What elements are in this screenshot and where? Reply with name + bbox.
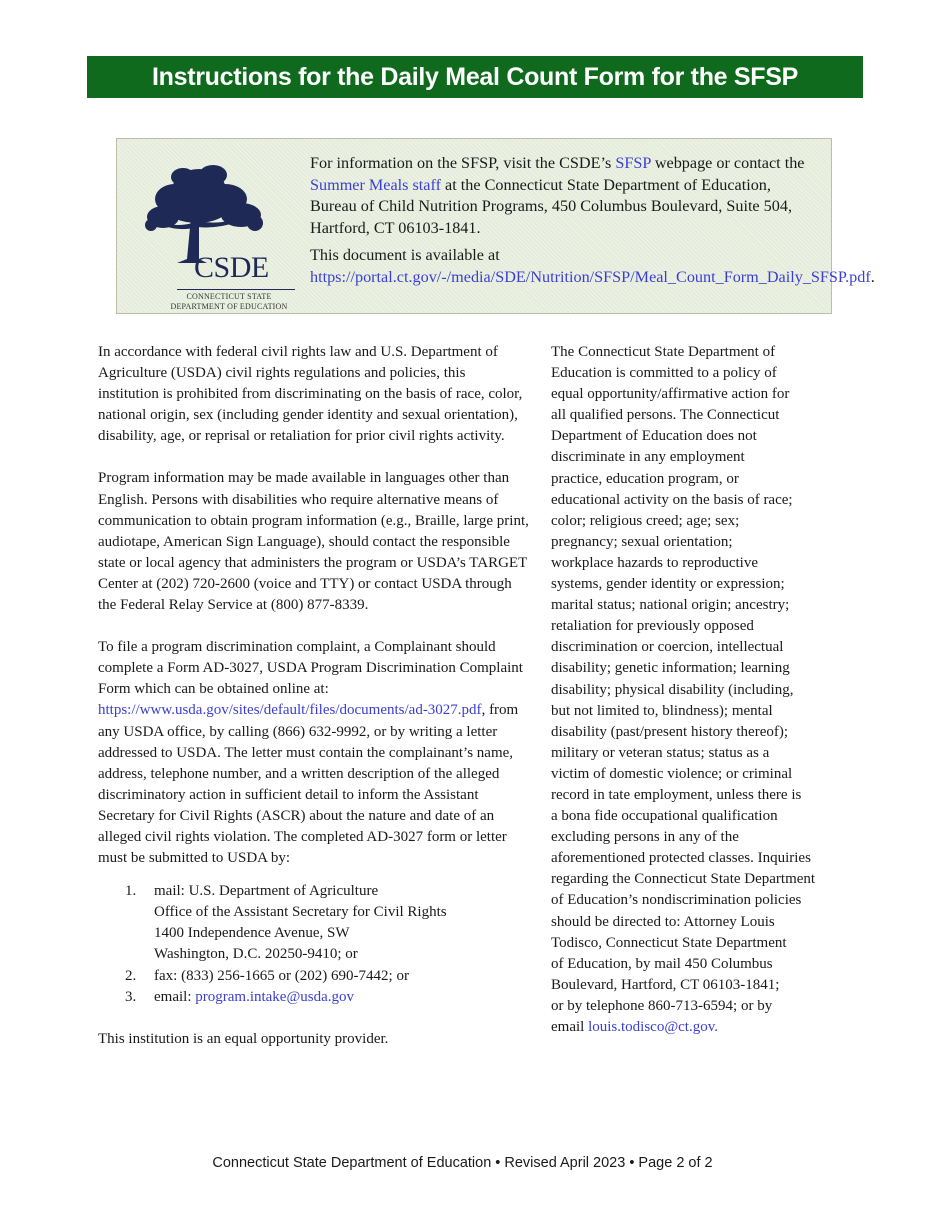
statement-line: discrimination or coercion, intellectual (551, 639, 784, 656)
list-item-mail (98, 881, 530, 965)
statement-line: Todisco, Connecticut State Department (551, 934, 787, 951)
email-period: . (714, 1019, 718, 1035)
statement-line: color; religious creed; age; sex; (551, 512, 740, 529)
civil-rights-paragraph: In accordance with federal civil rights law and U.S. Department of Agriculture (USDA) civil rights regulations and policies, this institution is prohibited from discriminating on the basis of race, color, national origin, sex (including gender identity and sexual orientation), disability, age, or reprisal or retaliation for prior civil rights activity. (98, 344, 523, 445)
statement-line: pregnancy; sexual orientation; (551, 533, 733, 550)
statement-line: practice, education program, or (551, 470, 739, 487)
info-text-segment: webpage or contact the (650, 154, 805, 172)
info-text (310, 153, 875, 294)
usda-email-link[interactable]: program.intake@usda.gov (195, 988, 355, 1005)
left-column (98, 342, 530, 1071)
summer-meals-staff-link[interactable]: Summer Meals staff (310, 175, 441, 194)
mail-line: 1400 Independence Avenue, SW (154, 925, 350, 942)
ad-3027-form-link[interactable]: https://www.usda.gov/sites/default/files/documents/ad-3027.pdf (98, 702, 482, 719)
statement-line: retaliation for previously opposed (551, 618, 754, 635)
complaint-text-segment: To file a program discrimination complaint, a Complainant should complete a Form AD-3027, USDA Program Discrimination Complaint Form which can be obtained online at: (98, 639, 523, 698)
list-number: 3. (125, 988, 137, 1005)
statement-line: but not limited to, blindness); mental (551, 702, 773, 719)
equal-opportunity-statement: This institution is an equal opportunity provider. (98, 1030, 389, 1047)
list-number: 1. (125, 883, 137, 900)
statement-line: of Education, by mail 450 Columbus (551, 955, 773, 972)
complaint-text-segment: , from any USDA office, by calling (866) 632-9992, or by writing a letter addressed to USDA. The letter must contain the complainant’s name, address, telephone number, and a written description of the alleged discriminatory action in sufficient detail to inform the Assistant Secretary for Civil Rights (ASCR) about the nature and date of an alleged civil rights violation. The completed AD-3027 form or letter must be submitted to USDA by: (98, 702, 519, 867)
statement-line: disability; genetic information; learning (551, 660, 790, 677)
statement-line: systems, gender identity or expression; (551, 576, 785, 593)
statement-line: a bona fide occupational qualification (551, 808, 778, 825)
csde-nondiscrimination-statement (551, 342, 841, 1038)
email-label: email (551, 1019, 589, 1035)
mail-line: Office of the Assistant Secretary for Civil Rights (154, 904, 447, 921)
statement-line: equal opportunity/affirmative action for (551, 386, 790, 403)
complaint-paragraph (98, 637, 530, 869)
logo-subtitle-line2: DEPARTMENT OF EDUCATION (170, 302, 288, 311)
statement-line: victim of domestic violence; or criminal (551, 765, 793, 782)
csde-logo (137, 159, 297, 311)
statement-line: Department of Education does not (551, 428, 757, 445)
sfsp-link[interactable]: SFSP (615, 154, 651, 172)
statement-line: Boulevard, Hartford, CT 06103-1841; (551, 976, 780, 993)
statement-line: record in tate employment, unless there is (551, 786, 802, 803)
info-paragraph-availability (310, 245, 875, 288)
document-url-link[interactable] (310, 268, 871, 286)
document-url-part1[interactable]: https://portal.ct.gov/-/media/SDE/ (310, 267, 531, 286)
submission-methods-list (98, 881, 530, 1008)
statement-line: marital status; national origin; ancestry; (551, 597, 790, 614)
list-item-fax (98, 966, 530, 987)
statement-line: of Education’s nondiscrimination policies (551, 892, 802, 909)
statement-line: The Connecticut State Department of (551, 344, 776, 360)
page-footer: Connecticut State Department of Education • Revised April 2023 • Page 2 of 2 (212, 1155, 713, 1171)
right-column (551, 342, 841, 1038)
list-item-email (98, 987, 530, 1008)
statement-line-last (551, 1017, 841, 1038)
statement-line: all qualified persons. The Connecticut (551, 407, 780, 424)
info-box (116, 138, 875, 314)
email-label: email: (154, 988, 196, 1005)
statement-line: workplace hazards to reproductive (551, 554, 758, 571)
statement-line: Education is committed to a policy of (551, 365, 777, 382)
logo-divider (177, 289, 295, 290)
info-text-segment: at the Connecticut State Department of Education, Bureau of Child Nutrition Programs, 450 Columbus Boulevard, Suite 504, Hartford, CT 06103-1841. (310, 175, 792, 237)
statement-line: should be directed to: Attorney Louis (551, 913, 775, 930)
fax-text: fax: (833) 256-1665 or (202) 690-7442; or (154, 967, 409, 984)
list-number: 2. (125, 967, 137, 984)
page-title: Instructions for the Daily Meal Count Form for the SFSP (87, 56, 863, 98)
ct-email-link[interactable]: louis.todisco@ct.gov (588, 1019, 715, 1035)
statement-line: regarding the Connecticut State Department (551, 871, 816, 888)
mail-line: mail: U.S. Department of Agriculture (154, 883, 379, 900)
info-text-segment: This document is available at (310, 246, 500, 264)
info-text-segment: . (870, 267, 875, 286)
statement-line: disability (past/present history thereof); (551, 723, 789, 740)
program-info-paragraph: Program information may be made available in languages other than English. Persons with disabilities who require alternative means of communication to obtain program information (e.g., Braille, large print, audiotape, American Sign Language), should contact the responsible state or local agency that administers the program or USDA’s TARGET Center at (202) 720-2600 (voice and TTY) or contact USDA through the Federal Relay Service at (800) 877-8339. (98, 470, 529, 614)
mail-line: Washington, D.C. 20250-9410; or (154, 946, 358, 963)
statement-line: or by telephone 860-713-6594; or by (551, 997, 773, 1014)
document-url-part2[interactable]: Nutrition/SFSP/Meal_Count_Form_Daily_SFSP.pdf (530, 267, 871, 286)
info-text-segment: For information on the SFSP, visit the CSDE’s (310, 154, 616, 172)
statement-line: excluding persons in any of the (551, 829, 739, 846)
logo-subtitle-line1: CONNECTICUT STATE (186, 292, 272, 301)
statement-line: discriminate in any employment (551, 449, 745, 466)
logo-wordmark: CSDE (194, 251, 269, 284)
statement-line: educational activity on the basis of race; (551, 491, 793, 508)
statement-line: aforementioned protected classes. Inquiries (551, 850, 811, 867)
statement-line: disability; physical disability (including, (551, 681, 794, 698)
info-paragraph-contact (310, 153, 820, 239)
statement-line: military or veteran status; status as a (551, 744, 770, 761)
